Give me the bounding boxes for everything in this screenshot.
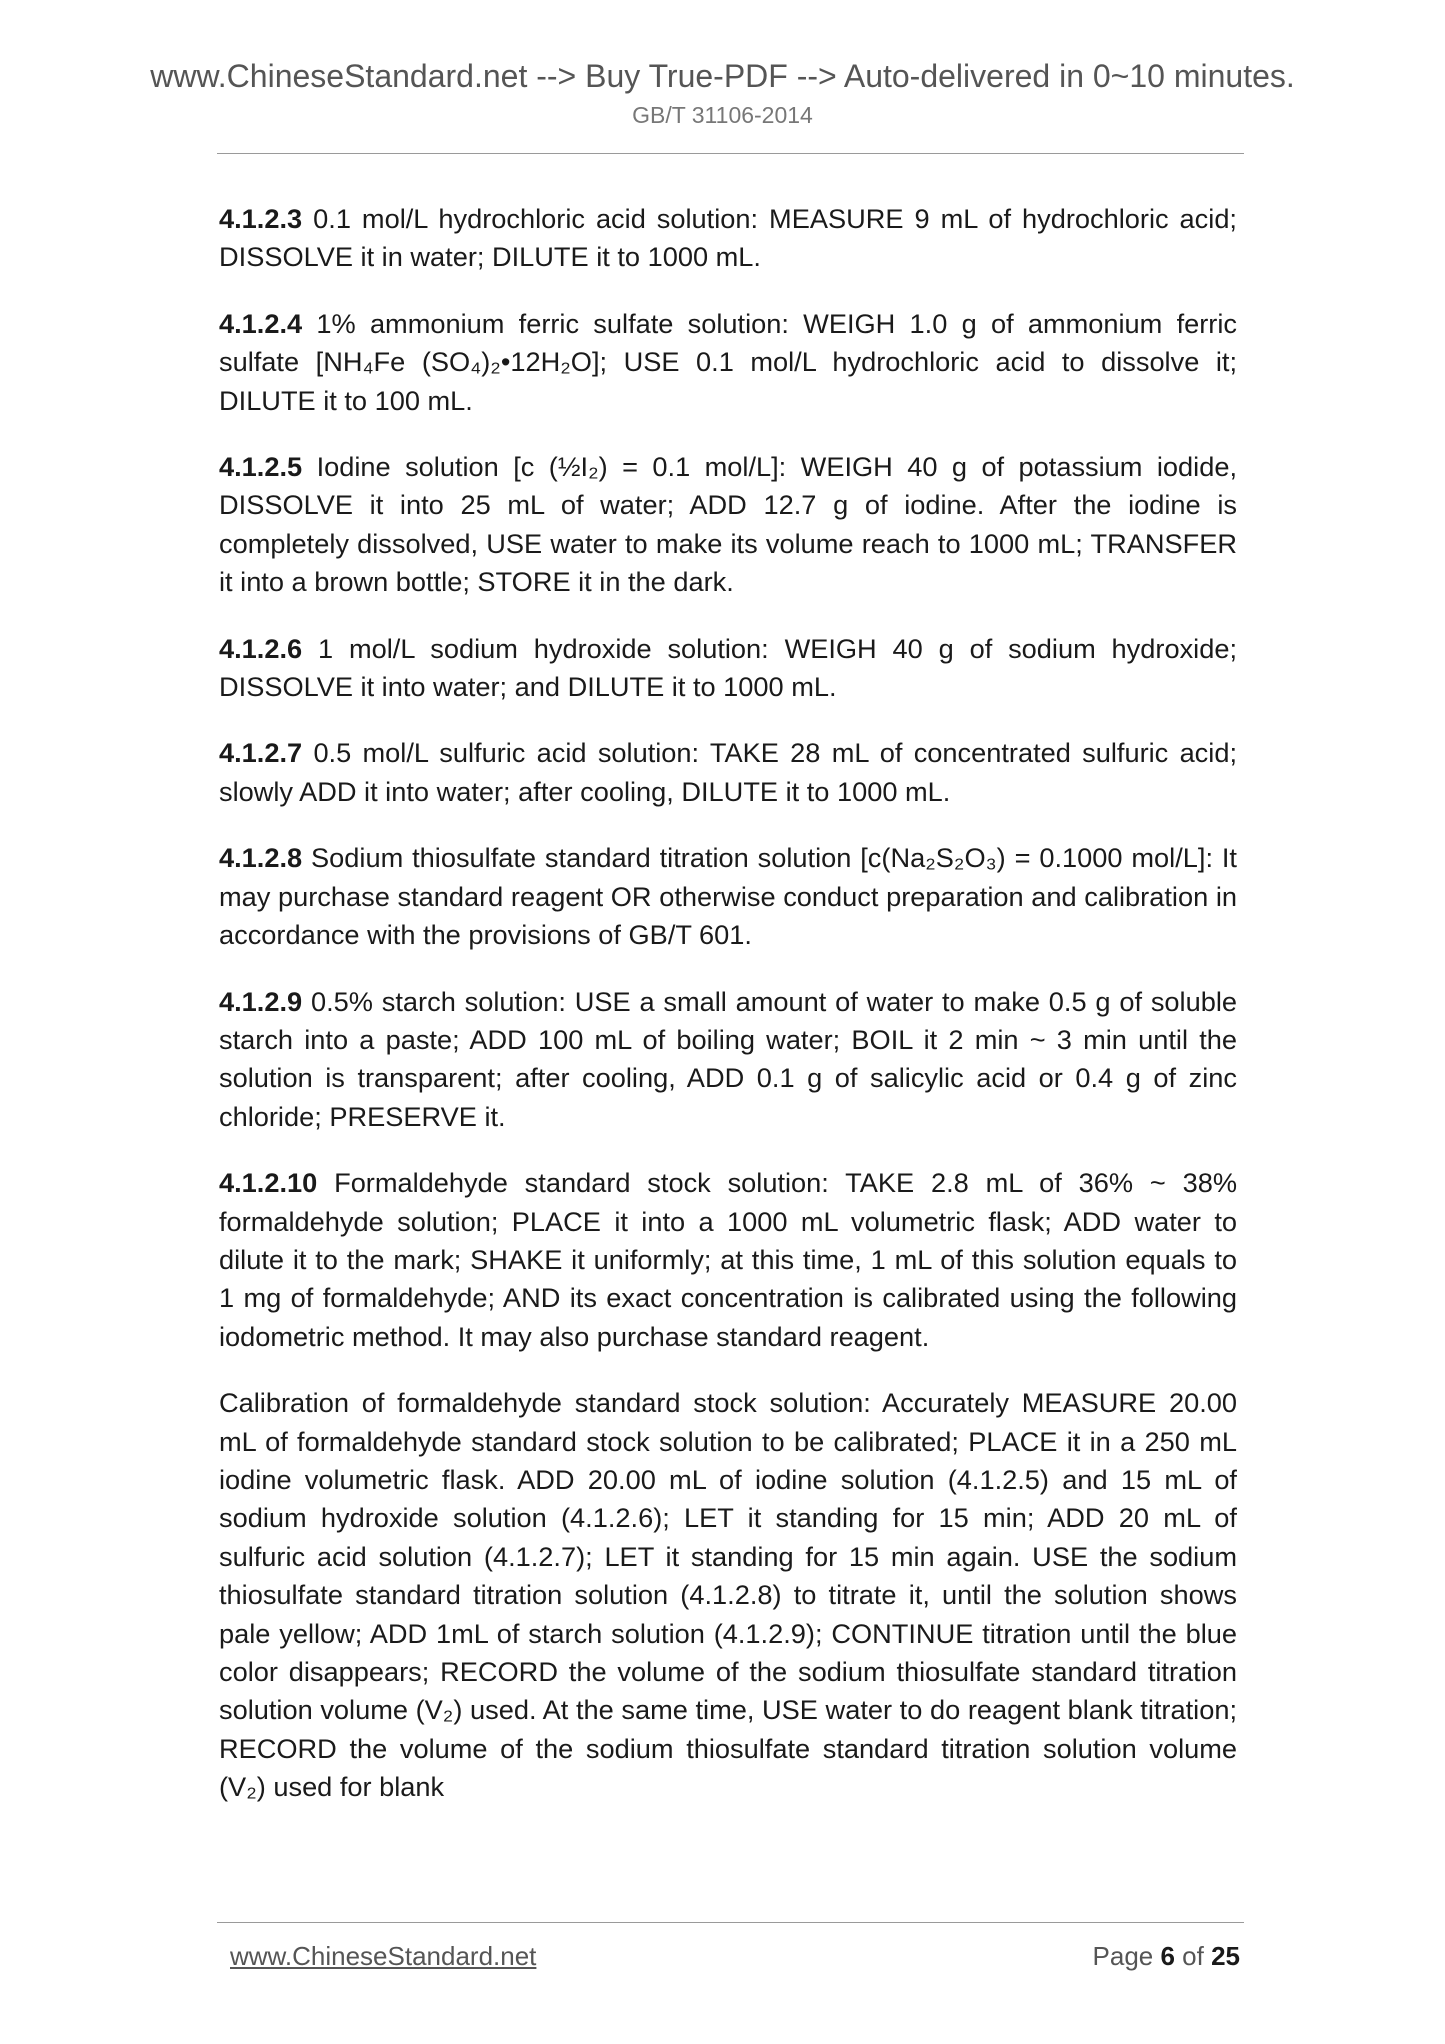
standard-id: GB/T 31106-2014 [632, 102, 813, 128]
clause-text: 1% ammonium ferric sulfate solution: WEIGH 1.0 g of ammonium ferric sulfate [NH₄Fe (SO₄)₂•12H₂O]; USE 0.1 mol/L hydrochloric acid to dissolve it; DILUTE it to 100 mL. [219, 307, 1237, 416]
clause-4-1-2-3 [219, 200, 1237, 277]
clause-text: 0.1 mol/L hydrochloric acid solution: MEASURE 9 mL of hydrochloric acid; DISSOLVE it in water; DILUTE it to 1000 mL. [219, 203, 1237, 273]
clause-4-1-2-10 [219, 1164, 1237, 1356]
clause-text: 1 mol/L sodium hydroxide solution: WEIGH 40 g of sodium hydroxide; DISSOLVE it into water; and DILUTE it to 1000 mL. [219, 632, 1237, 703]
clause-text: Formaldehyde standard stock solution: TAKE 2.8 mL of 36% ~ 38% formaldehyde solution; PLACE it into a 1000 mL volumetric flask; ADD water to dilute it to the mark; SHAKE it uniformly; at this time, 1 mL of this solution equals to 1 mg of formaldehyde; AND its exact concentration is calibrated using the following iodometric method. It may also purchase standard reagent. [219, 1167, 1237, 1352]
document-body [219, 200, 1237, 1807]
page-total: 25 [1211, 1941, 1240, 1971]
page-current: 6 [1160, 1941, 1175, 1971]
calibration-paragraph: Calibration of formaldehyde standard stock solution: Accurately MEASURE 20.00 mL of formaldehyde standard stock solution to be calibrated; PLACE it in a 250 mL iodine volumetric flask. ADD 20.00 mL of iodine solution (4.1.2.5) and 15 mL of sodium hydroxide solution (4.1.2.6); LET it standing for 15 min; ADD 20 mL of sulfuric acid solution (4.1.2.7); LET it standing for 15 min again. USE the sodium thiosulfate standard titration solution (4.1.2.8) to titrate it, until the solution shows pale yellow; ADD 1mL of starch solution (4.1.2.9); CONTINUE titration until the blue color disappears; RECORD the volume of the sodium thiosulfate standard titration solution volume (V₂) used. At the same time, USE water to do reagent blank titration; RECORD the volume of the sodium thiosulfate standard titration solution volume (V₂) used for blank [219, 1387, 1237, 1803]
clause-number: 4.1.2.6 [219, 632, 303, 664]
clause-4-1-2-8 [219, 839, 1237, 954]
clause-number: 4.1.2.4 [219, 307, 303, 339]
page-prefix: Page [1092, 1941, 1161, 1971]
footer-website-link[interactable]: www.ChineseStandard.net [230, 1941, 537, 1971]
clause-4-1-2-7 [219, 734, 1237, 811]
clause-text: Iodine solution [c (½I₂) = 0.1 mol/L]: WEIGH 40 g of potassium iodide, DISSOLVE it into 25 mL of water; ADD 12.7 g of iodine. After the iodine is completely dissolved, USE water to make its volume reach to 1000 mL; TRANSFER it into a brown bottle; STORE it in the dark. [219, 451, 1237, 598]
clause-4-1-2-9 [219, 983, 1237, 1137]
clause-4-1-2-5 [219, 448, 1237, 602]
header-banner: www.ChineseStandard.net --> Buy True-PDF --> Auto-delivered in 0~10 minutes. [150, 58, 1295, 94]
page-header [0, 56, 1445, 130]
clause-number: 4.1.2.10 [219, 1167, 318, 1199]
header-divider [217, 153, 1244, 154]
footer-divider [217, 1922, 1244, 1923]
clause-number: 4.1.2.8 [219, 842, 303, 874]
clause-4-1-2-4 [219, 305, 1237, 420]
clause-text: 0.5 mol/L sulfuric acid solution: TAKE 28 mL of concentrated sulfuric acid; slowly ADD it into water; after cooling, DILUTE it to 1000 mL. [219, 737, 1237, 807]
page-mid: of [1174, 1941, 1212, 1971]
clause-4-1-2-6 [219, 630, 1237, 707]
page-indicator [1093, 1940, 1240, 1972]
clause-number: 4.1.2.3 [219, 203, 303, 234]
clause-number: 4.1.2.9 [219, 985, 303, 1017]
clause-number: 4.1.2.5 [219, 451, 303, 483]
clause-number: 4.1.2.7 [219, 737, 303, 769]
clause-text: Sodium thiosulfate standard titration solution [c(Na₂S₂O₃) = 0.1000 mol/L]: It may purchase standard reagent OR otherwise conduct preparation and calibration in accordance with the provisions of GB/T 601. [219, 842, 1237, 951]
clause-text: 0.5% starch solution: USE a small amount of water to make 0.5 g of soluble starch into a paste; ADD 100 mL of boiling water; BOIL it 2 min ~ 3 min until the solution is transparent; after cooling, ADD 0.1 g of salicylic acid or 0.4 g of zinc chloride; PRESERVE it. [219, 985, 1237, 1132]
